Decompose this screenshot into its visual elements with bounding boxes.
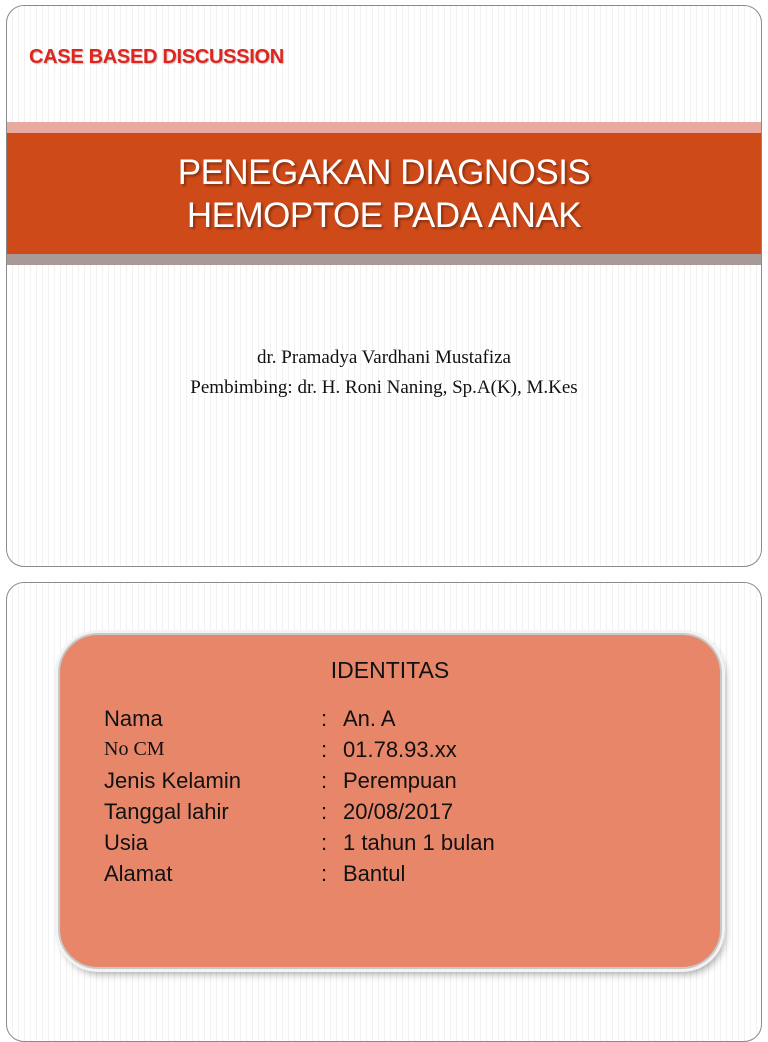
identity-row-jenis-kelamin [104,765,700,796]
authors-block [7,343,761,403]
identity-label: No CM [104,738,165,760]
supervisor-name: Pembimbing: dr. H. Roni Naning, Sp.A(K), M.Kes [190,377,578,398]
identity-label: Alamat [104,860,173,886]
identity-row-tanggal-lahir [104,796,700,827]
identity-row-nama [104,703,700,734]
identity-label: Nama [104,705,163,731]
identity-value: 20/08/2017 [343,798,454,824]
case-based-discussion-label: CASE BASED DISCUSSION [29,46,284,68]
identity-separator: : [321,736,328,762]
title-slide [6,5,762,567]
identity-value: Perempuan [343,767,457,793]
identity-separator: : [321,798,328,824]
title-band-bottom [7,254,761,265]
identity-slide [6,582,762,1042]
identity-value: Bantul [343,860,406,886]
identity-label: Usia [104,829,149,855]
title-line-2: HEMOPTOE PADA ANAK [186,195,582,235]
identity-row-usia [104,827,700,858]
title-bar [7,133,761,254]
identity-separator: : [321,705,328,731]
identity-label: Tanggal lahir [104,798,229,824]
identity-value: 1 tahun 1 bulan [343,829,495,855]
identity-separator: : [321,829,328,855]
identity-separator: : [321,767,328,793]
identity-rows [104,703,700,889]
identity-value: 01.78.93.xx [343,736,457,762]
title-line-1: PENEGAKAN DIAGNOSIS [177,152,591,192]
identity-value: An. A [343,705,396,731]
identity-row-no-cm [104,734,700,765]
author-name: dr. Pramadya Vardhani Mustafiza [257,347,511,368]
identity-separator: : [321,860,328,886]
identity-title: IDENTITAS [330,657,450,683]
identity-row-alamat [104,858,700,889]
title-band-top [7,122,761,133]
identity-box [58,633,722,969]
identity-label: Jenis Kelamin [104,767,241,793]
